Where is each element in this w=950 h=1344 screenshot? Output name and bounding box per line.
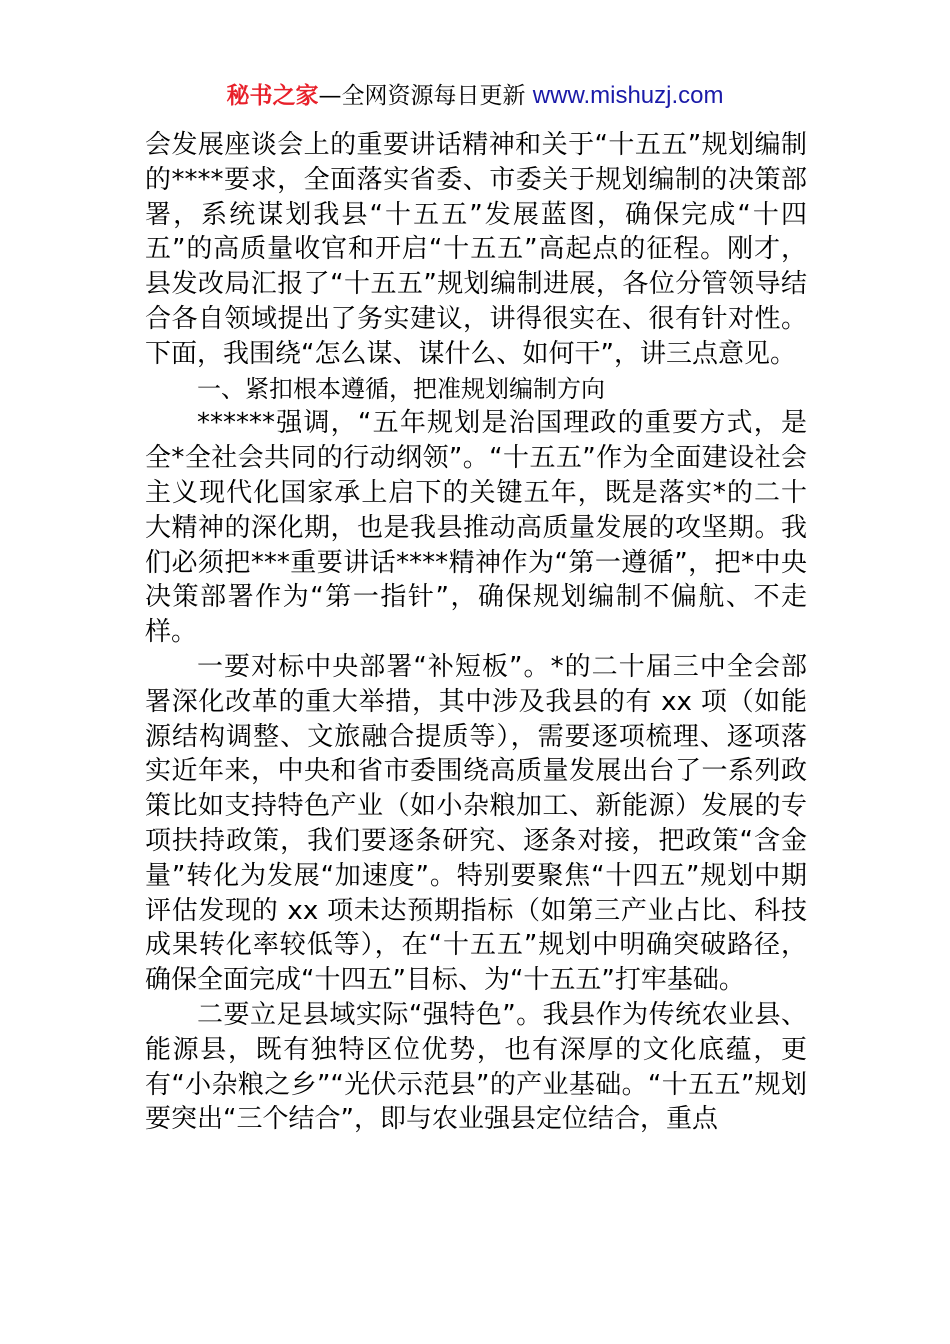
site-url[interactable]: www.mishuzj.com — [532, 82, 724, 109]
site-header — [0, 80, 950, 112]
document-body — [145, 128, 807, 1137]
paragraph-guidance: ******强调，“五年规划是治国理政的重要方式，是全*全社会共同的行动纲领”。“十五五”作为全面建设社会主义现代化国家承上启下的关键五年，既是落实*的二十大精神的深化期，也是我县推动高质量发展的攻坚期。我们必须把***重要讲话****精神作为“第一遵循”，把*中央决策部署作为“第一指针”，确保规划编制不偏航、不走样。 — [145, 408, 807, 648]
site-tagline: —全网资源每日更新 — [318, 83, 533, 109]
section-heading-1: 一、紧扣根本遵循，把准规划编制方向 — [197, 374, 605, 403]
paragraph-point-2: 二要立足县域实际“强特色”。我县作为传统农业县、能源县，既有独特区位优势，也有深厚的文化底蕴，更有“小杂粮之乡”“光伏示范县”的产业基础。“十五五”规划要突出“三个结合”，即与农业强县定位结合，重点 — [145, 999, 807, 1135]
paragraph-point-1: 一要对标中央部署“补短板”。*的二十届三中全会部署深化改革的重大举措，其中涉及我县的有 xx 项（如能源结构调整、文旅融合提质等），需要逐项梳理、逐项落实近年来，中央和省市委围绕高质量发展出台了一系列政策比如支持特色产业（如小杂粮加工、新能源）发展的专项扶持政策，我们要逐条研究、逐条对接，把政策“含金量”转化为发展“加速度”。特别要聚焦“十四五”规划中期评估发现的 xx 项未达预期指标（如第三产业占比、科技成果转化率较低等），在“十五五”规划中明确突破路径，确保全面完成“十四五”目标、为“十五五”打牢基础。 — [145, 651, 807, 996]
site-brand: 秘书之家 — [226, 83, 319, 109]
paragraph-intro: 会发展座谈会上的重要讲话精神和关于“十五五”规划编制的****要求，全面落实省委、市委关于规划编制的决策部署，系统谋划我县“十五五”发展蓝图，确保完成“十四五”的高质量收官和开启“十五五”高起点的征程。刚才，县发改局汇报了“十五五”规划编制进展，各位分管领导结合各自领域提出了务实建议，讲得很实在、很有针对性。下面，我围绕“怎么谋、谋什么、如何干”，讲三点意见。 — [145, 130, 807, 369]
